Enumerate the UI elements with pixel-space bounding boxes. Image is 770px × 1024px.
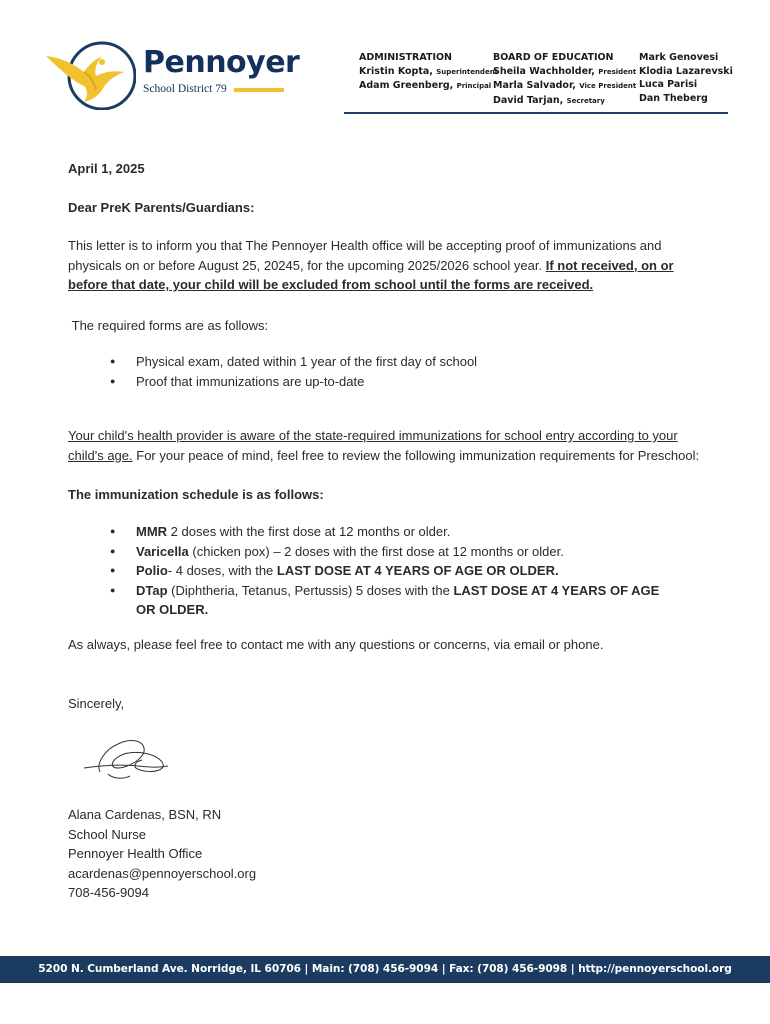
brand-accent-bar xyxy=(234,88,284,92)
signer-phone: 708-456-9094 xyxy=(68,885,149,901)
closing-note: As always, please feel free to contact me with any questions or concerns, via email or phone. xyxy=(68,637,604,652)
admin-person xyxy=(359,79,498,94)
board-person-name: Sheila Wachholder, xyxy=(493,65,595,77)
signer-block xyxy=(68,805,708,903)
board-member: Dan Theberg xyxy=(639,92,708,104)
admin-person-role: Principal xyxy=(456,82,492,90)
sign-off: Sincerely, xyxy=(68,696,125,711)
board-member: Mark Genovesi xyxy=(639,52,719,63)
board-member: Luca Parisi xyxy=(639,79,698,90)
vaccine-name: Varicella xyxy=(136,543,189,559)
vaccine-emphasis: LAST DOSE AT 4 YEARS OF AGE OR OLDER. xyxy=(136,582,660,618)
forms-list xyxy=(110,352,700,391)
list-item: ● Proof that immunizations are up-to-date xyxy=(110,372,700,392)
signer-office: Pennoyer Health Office xyxy=(68,846,203,862)
vaccine-detail: - 4 doses, with the xyxy=(167,563,277,579)
intro-text: This letter is to inform you that The Pennoyer Health office will be accepting proof of immunizations and physicals on or before August 25, 20245, for the upcoming 2025/2026 school year. xyxy=(68,238,662,273)
brand-name: Pennoyer xyxy=(143,45,300,80)
board-person xyxy=(493,79,636,94)
forms-intro xyxy=(68,316,708,336)
salutation: Dear PreK Parents/Guardians: xyxy=(68,200,255,215)
board-title: BOARD OF EDUCATION xyxy=(493,52,614,63)
vaccine-detail: (Diphtheria, Tetanus, Pertussis) 5 doses with the xyxy=(167,582,454,598)
board-members-column xyxy=(639,51,733,105)
immunization-list xyxy=(110,522,670,620)
exclusion-warning: If not received, on or before that date, your child will be excluded from school until the forms are received. xyxy=(68,257,674,293)
footer-contact: 5200 N. Cumberland Ave. Norridge, IL 60706 | Main: (708) 456-9094 | Fax: (708) 456-9098 | http://pennoyerschool.org xyxy=(38,963,732,975)
footer-bar xyxy=(0,956,770,983)
vaccine-emphasis: LAST DOSE AT 4 YEARS OF AGE OR OLDER. xyxy=(276,563,559,579)
provider-paragraph xyxy=(68,426,708,465)
administration-title: ADMINISTRATION xyxy=(359,52,453,63)
list-item xyxy=(110,542,670,562)
board-person-name: Marla Salvador, xyxy=(493,80,576,91)
eagle-logo-icon xyxy=(44,38,136,110)
board-person-role: President xyxy=(598,67,637,76)
letter-date: April 1, 2025 xyxy=(68,161,145,176)
board-person-name: David Tarjan, xyxy=(493,94,564,106)
vaccine-name: Polio xyxy=(136,563,168,579)
vaccine-detail: (chicken pox) – 2 doses with the first dose at 12 months or older. xyxy=(188,543,564,559)
list-item xyxy=(110,561,670,581)
provider-note: Your child's health provider is aware of the state-required immunizations for school entry according to your child's age. xyxy=(68,428,678,463)
list-item: ● Physical exam, dated within 1 year of the first day of school xyxy=(110,352,700,372)
administration-column xyxy=(359,51,498,94)
vaccine-detail: 2 doses with the first dose at 12 months or older. xyxy=(167,524,451,539)
list-item xyxy=(110,522,670,542)
board-column xyxy=(493,51,636,108)
handwritten-signature xyxy=(78,728,178,784)
list-item xyxy=(110,581,670,620)
schedule-heading: The immunization schedule is as follows: xyxy=(68,487,324,502)
provider-text: For your peace of mind, feel free to review the following immunization requirements for Preschool: xyxy=(132,447,700,463)
vaccine-name: DTap xyxy=(136,582,168,598)
admin-person-name: Kristin Kopta, xyxy=(359,65,433,77)
admin-person-name: Adam Greenberg, xyxy=(359,80,454,91)
board-member: Klodia Lazarevski xyxy=(639,65,733,77)
brand-subtitle: School District 79 xyxy=(143,83,227,95)
admin-person xyxy=(359,65,498,80)
vaccine-name: MMR xyxy=(136,524,168,539)
board-person xyxy=(493,65,636,80)
intro-paragraph xyxy=(68,236,708,295)
signer-title: School Nurse xyxy=(68,826,147,842)
header-divider xyxy=(344,112,728,114)
board-person-role: Secretary xyxy=(566,96,605,105)
board-person xyxy=(493,94,636,109)
admin-person-role: Superintendent xyxy=(436,67,499,76)
signer-name: Alana Cardenas, BSN, RN xyxy=(68,807,222,822)
signer-email[interactable]: acardenas@pennoyerschool.org xyxy=(68,865,257,881)
board-person-role: Vice President xyxy=(579,82,637,90)
forms-intro-text: The required forms are as follows: xyxy=(71,318,269,333)
